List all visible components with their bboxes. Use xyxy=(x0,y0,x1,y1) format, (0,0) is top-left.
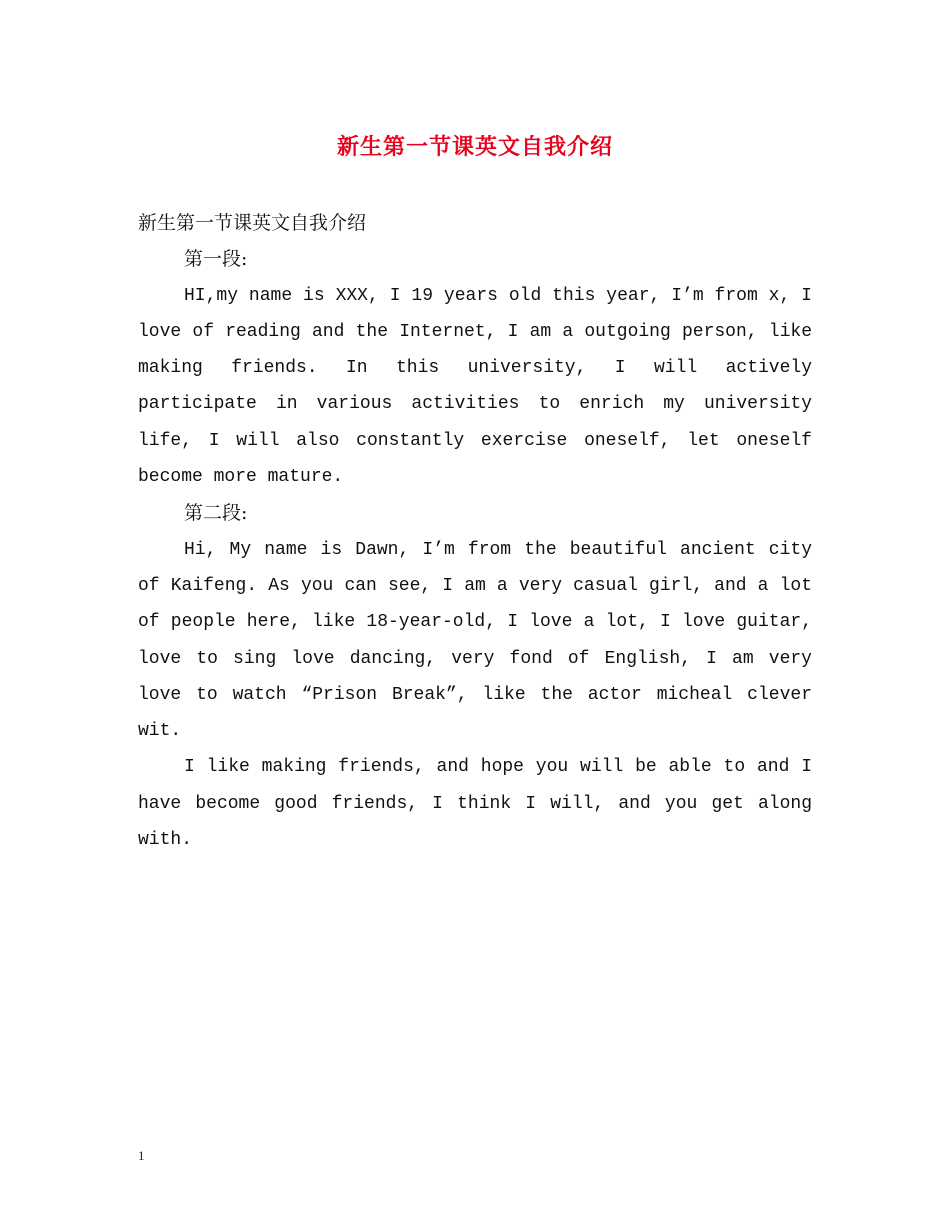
section-2-paragraph-1: Hi, My name is Dawn, I’m from the beautiful ancient city of Kaifeng. As you can see, I am a very casual girl, and a lot of people here, like 18-year-old, I love a lot, I love guitar, love to sing love dancing, very fond of English, I am very love to watch “Prison Break”, like the actor micheal clever wit. xyxy=(138,539,812,742)
section-2-paragraph-2: I like making friends, and hope you will be able to and I have become good friends, I think I will, and you get along with. xyxy=(138,757,812,851)
document-body xyxy=(138,205,812,858)
section-1-label: 第一段: xyxy=(184,248,248,271)
document-subtitle: 新生第一节课英文自我介绍 xyxy=(138,212,367,234)
document-title: 新生第一节课英文自我介绍 xyxy=(336,134,613,160)
page-number: 1 xyxy=(138,1148,145,1163)
section-2-label: 第二段: xyxy=(184,502,248,525)
section-1-paragraph: HI,my name is XXX, I 19 years old this year, I’m from x, I love of reading and the Internet, I am a outgoing person, like making friends. In this university, I will actively participate in various activities to enrich my university life, I will also constantly exercise oneself, let oneself become more mature. xyxy=(138,285,812,488)
